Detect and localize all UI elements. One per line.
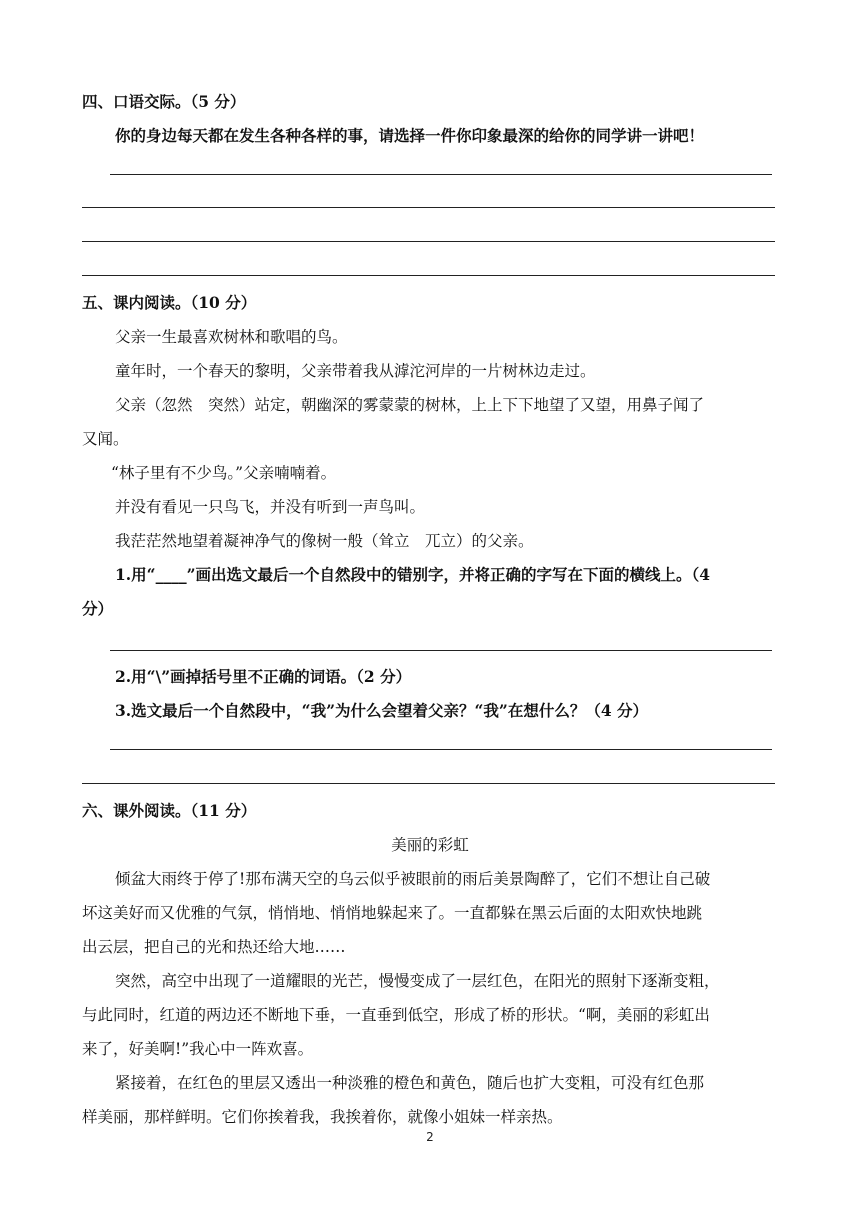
story-paragraph: 坏这美好而又优雅的气氛，悄悄地、悄悄地躲起来了。一直都躲在黑云后面的太阳欢快地跳 [82,904,703,922]
section-4-prompt: 你的身边每天都在发生各种各样的事，请选择一件你印象最深的给你的同学讲一讲吧！ [115,126,705,145]
passage-paragraph: 我茫茫然地望着凝神净气的像树一般（耸立 兀立）的父亲。 [115,532,534,550]
story-paragraph: 来了，好美啊!”我心中一阵欢喜。 [82,1040,314,1058]
page-number: 2 [426,1130,434,1144]
question-1: 分） [82,599,114,618]
passage-paragraph: 又闻。 [82,430,129,448]
passage-paragraph: 童年时，一个春天的黎明，父亲带着我从滹沱河岸的一片树林边走过。 [115,362,596,380]
answer-line[interactable] [110,749,772,750]
section-4-heading: 四、口语交际。（5 分） [82,92,246,111]
question-3: 3.选文最后一个自然段中，“我”为什么会望着父亲？“我”在想什么？（4 分） [115,701,649,720]
answer-line[interactable] [82,207,775,208]
passage-paragraph: 父亲（忽然 突然）站定，朝幽深的雾蒙蒙的树林，上上下下地望了又望，用鼻子闻了 [115,396,705,414]
question-1: 1.用“____”画出选文最后一个自然段中的错别字，并将正确的字写在下面的横线上。（4 [115,565,711,584]
story-paragraph: 紧接着，在红色的里层又透出一种淡雅的橙色和黄色，随后也扩大变粗，可没有红色那 [115,1074,705,1092]
story-paragraph: 倾盆大雨终于停了!那布满天空的乌云似乎被眼前的雨后美景陶醉了，它们不想让自己破 [115,870,711,888]
answer-line[interactable] [82,241,775,242]
story-paragraph: 样美丽，那样鲜明。它们你挨着我，我挨着你，就像小姐妹一样亲热。 [82,1108,563,1126]
passage-paragraph: “林子里有不少鸟。”父亲喃喃着。 [111,464,337,482]
question-2: 2.用“\”画掉括号里不正确的词语。（2 分） [115,667,412,686]
answer-line[interactable] [110,174,772,175]
story-title: 美丽的彩虹 [391,836,469,854]
answer-line[interactable] [82,275,775,276]
story-paragraph: 与此同时，红道的两边还不断地下垂，一直垂到低空，形成了桥的形状。“啊，美丽的彩虹出 [82,1006,710,1024]
answer-line[interactable] [82,783,775,784]
story-paragraph: 突然，高空中出现了一道耀眼的光芒，慢慢变成了一层红色，在阳光的照射下逐渐变粗， [115,972,720,990]
passage-paragraph: 并没有看见一只鸟飞，并没有听到一声鸟叫。 [115,498,426,516]
story-paragraph: 出云层，把自己的光和热还给大地…… [82,938,346,956]
passage-paragraph: 父亲一生最喜欢树林和歌唱的鸟。 [115,328,348,346]
section-6-heading: 六、课外阅读。（11 分） [82,801,257,820]
section-5-heading: 五、课内阅读。（10 分） [82,293,257,312]
answer-line[interactable] [110,650,772,651]
